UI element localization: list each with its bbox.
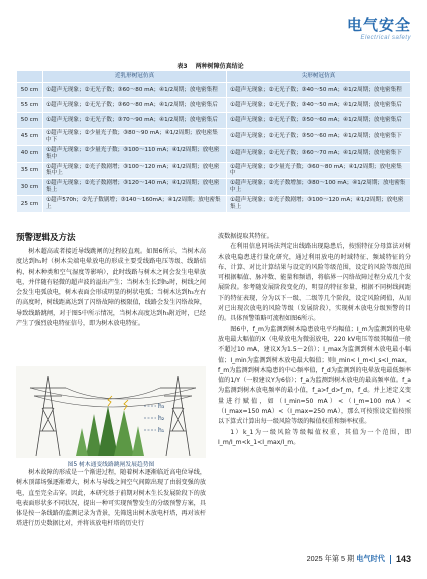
footer-divider <box>390 555 391 564</box>
right-paragraph-2: 在利用信息同场法判定出线路出现隐患后，按照特征分母算法对树木放电隐患进行量化研究，通过利用放电的时域特征、频域特征的分布、计算、对比计算结果与设定的风险等级范围，设定的风险等级范围可根据幅值、脉冲数、能量和频谱，将临界一闪络故障过程分成几个发展阶段。参考随发展阶段变化的，明显的特征参量，根据不同树线间距下的特征表现，分为以下一级、二级等几个阶段，设定风险阈值，从而对已出现次放电的风险等级（发展阶段），实现树木放电分级预警的目的。具体预警策略可流程如图6所示。 <box>218 243 411 323</box>
figure-caption: 图5 树木通变线路跳闸发展趋势图 <box>67 462 155 468</box>
table-number: 表3 <box>177 63 188 70</box>
tree-discharge-illustration <box>16 366 206 458</box>
pointed-crown-cell: ①超声无现象；②无光子数；③50～60 mA；④1/2周期；放电密集下 <box>227 128 411 145</box>
round-crown-cell: ①超声无现象；②少量光子数；③100～110 mA；④1/2周期；放电密集中 <box>43 145 227 162</box>
distance-cell: 25 cm <box>17 196 43 213</box>
journal-brand: 电气安全 <box>346 16 411 34</box>
left-column-lower <box>16 468 206 530</box>
page-footer <box>307 554 411 564</box>
pointed-crown-cell: ①超声无现象；②光子数增加；③80～100 mA；④1/2周期；放电密集中上 <box>227 179 411 196</box>
distance-cell: 30 cm <box>17 179 43 196</box>
distance-cell: 50 cm <box>17 113 43 128</box>
table-row <box>17 98 411 113</box>
journal-header <box>347 14 411 41</box>
left-column <box>16 232 206 329</box>
table-row <box>17 196 411 213</box>
pointed-crown-cell: ①超声无现象；②无光子数；③40～50 mA；④1/2周期；放电密集后 <box>227 98 411 113</box>
round-crown-cell: ①超声无现象；②无光子数；③70～90 mA；④1/2周期；放电密集后 <box>43 113 227 128</box>
round-crown-cell: ①超声无现象；②少量光子数；③80～90 mA；④1/2周期；放电密集中下 <box>43 128 227 145</box>
right-paragraph-3: 图6中，f_m为监测到树木隐患放电平均幅值；I_m为监测到的电晕放电最大幅值的X（电晕放电为微弱放电，220 kV电压等级其幅值一般不超过10 mA，建议X为1.5～2倍）；I_max为监测到树木放电最小幅值；I_min为监测到树木放电最大幅值；则I_min< I_m<I_s<I_max，f_m为监测到树木隐患的中心频率值，f_d为监测到的电晕放电最低频率值的1/Y（一般建议Y为6倍）；f_a为监测到树木放电的最高频率值。f_a为监测到树木放电频率的最小值，f_a>f_d>f_m，f_d。并上述定义变量进行赋值，如（I_min=50 mA）<（I_m=100 mA）<（I_max=150 mA）<（I_max=250 mA），那么可按照设定值按照以下算式计算出每一级风险等级的幅值权重和频率权重。 <box>218 325 411 426</box>
table-row <box>17 145 411 162</box>
pointed-crown-cell: ①超声无现象；②光子数剧增；③100～120 mA；④1/2周期；放电密集上 <box>227 196 411 213</box>
round-crown-cell: ①超声无现象；②光子数剧增；③120～140 mA；④1/2周期；放电密集上 <box>43 179 227 196</box>
table-row <box>17 179 411 196</box>
height-label-h1: h₁ <box>158 427 165 434</box>
table-row <box>17 162 411 179</box>
table-header-pointed-crown: 尖形树冠仿真 <box>227 71 411 83</box>
simulation-conclusion-table <box>16 70 411 213</box>
round-crown-cell: ①超声无现象；②光子数剧增；③100～120 mA；④1/2周期；放电密集中上 <box>43 162 227 179</box>
round-crown-cell: ①超声570h；②光子数剧增；③140～160mA；④1/2周期；放电密集上 <box>43 196 227 213</box>
left-paragraph-2: 树木故障的形成是一个渐进过程，随着树木逐渐临近高电位导线，树木顶部场强逐渐增大，树木与导线之间空气间隙出现了由弱变强的放电，直至完全击穿。因此，本研究基于前期对树木生长发展阶段下的放电表面形状多不同状况，提出一种可实现预警发生的分级预警方案，具体是按一条线路的监测记录为背景，先筛选出树木放电杆塔，再对该杆塔进行历史数据比对，并将该放电杆塔的历史行 <box>16 469 206 528</box>
table-row <box>17 128 411 145</box>
distance-cell: 40 cm <box>17 145 43 162</box>
section-title: 预警逻辑及方法 <box>16 233 76 243</box>
magazine-name: 电气时代 <box>356 554 385 563</box>
pointed-crown-cell: ①超声无现象；②无光子数；③40～50 mA；④1/2周期；放电密集程 <box>227 83 411 98</box>
page-number: 143 <box>395 554 411 564</box>
distance-cell: 50 cm <box>17 83 43 98</box>
left-paragraph-1: 树木超高或者接近导线跳闸的过程较直观。如图6所示，当树木高度达到h₁时（树木尖端电晕放电的形成主要受线路电压等级、线路结构、树木种类和空气湿度等影响），此时线路与树木之间会发生电晕放电，并伴随有轻微的超声波的溢出产生；当树木生长到h₂时，树线之间会发生电弧放电，树木表面会形成明显的树状电弧；当树木达到h₃左右的高度时，树线距离达到了闪络故障的极限值，线路会发生闪络故障，导致线路跳闸，对于图5中所示情况，当树木高度达到h₃附近时，已经产生了强烈放电特征信号，即为树木放电特征。 <box>16 248 206 328</box>
pointed-crown-cell: ①超声无现象；②无光子数；③60～70 mA；④1/2周期；放电密集下 <box>227 145 411 162</box>
distance-cell: 55 cm <box>17 98 43 113</box>
pointed-crown-cell: ①超声无现象；②无光子数；③50～60 mA；④1/2周期；放电密集后 <box>227 113 411 128</box>
pointed-crown-cell: ①超声无现象；②少量光子数；③60～80 mA；④1/2周期；放电密集中 <box>227 162 411 179</box>
distance-cell: 45 cm <box>17 128 43 145</box>
table-row <box>17 83 411 98</box>
distance-cell: 35 cm <box>17 162 43 179</box>
right-paragraph-4: 1）k_1为一级风险等级幅值权重，其值为一个范围，即I_m/I_m<k_1<I_max/I_m。 <box>218 428 411 446</box>
right-column <box>218 232 411 448</box>
round-crown-cell: ①超声无现象；②无光子数；③60～80 mA；④1/2周期；放电密集后 <box>43 98 227 113</box>
table-row <box>17 113 411 128</box>
round-crown-cell: ①超声无现象；②无光子数；③60～80 mA；④1/2周期；放电密集程 <box>43 83 227 98</box>
table-header-round-crown: 近乳形树冠仿真 <box>43 71 227 83</box>
journal-brand-subtitle: Electrical safety <box>360 35 411 41</box>
height-label-h3: h₃ <box>158 403 165 410</box>
table-caption <box>0 61 427 70</box>
table-header-distance <box>17 71 43 83</box>
issue-label: 2025 年第 5 期 <box>306 554 355 563</box>
right-paragraph-1: 波数据提取其特征。 <box>218 233 273 240</box>
tree-discharge-figure <box>16 366 206 458</box>
table-title: 两种树障仿真结论 <box>195 63 244 70</box>
height-label-h2: h₂ <box>158 415 165 422</box>
